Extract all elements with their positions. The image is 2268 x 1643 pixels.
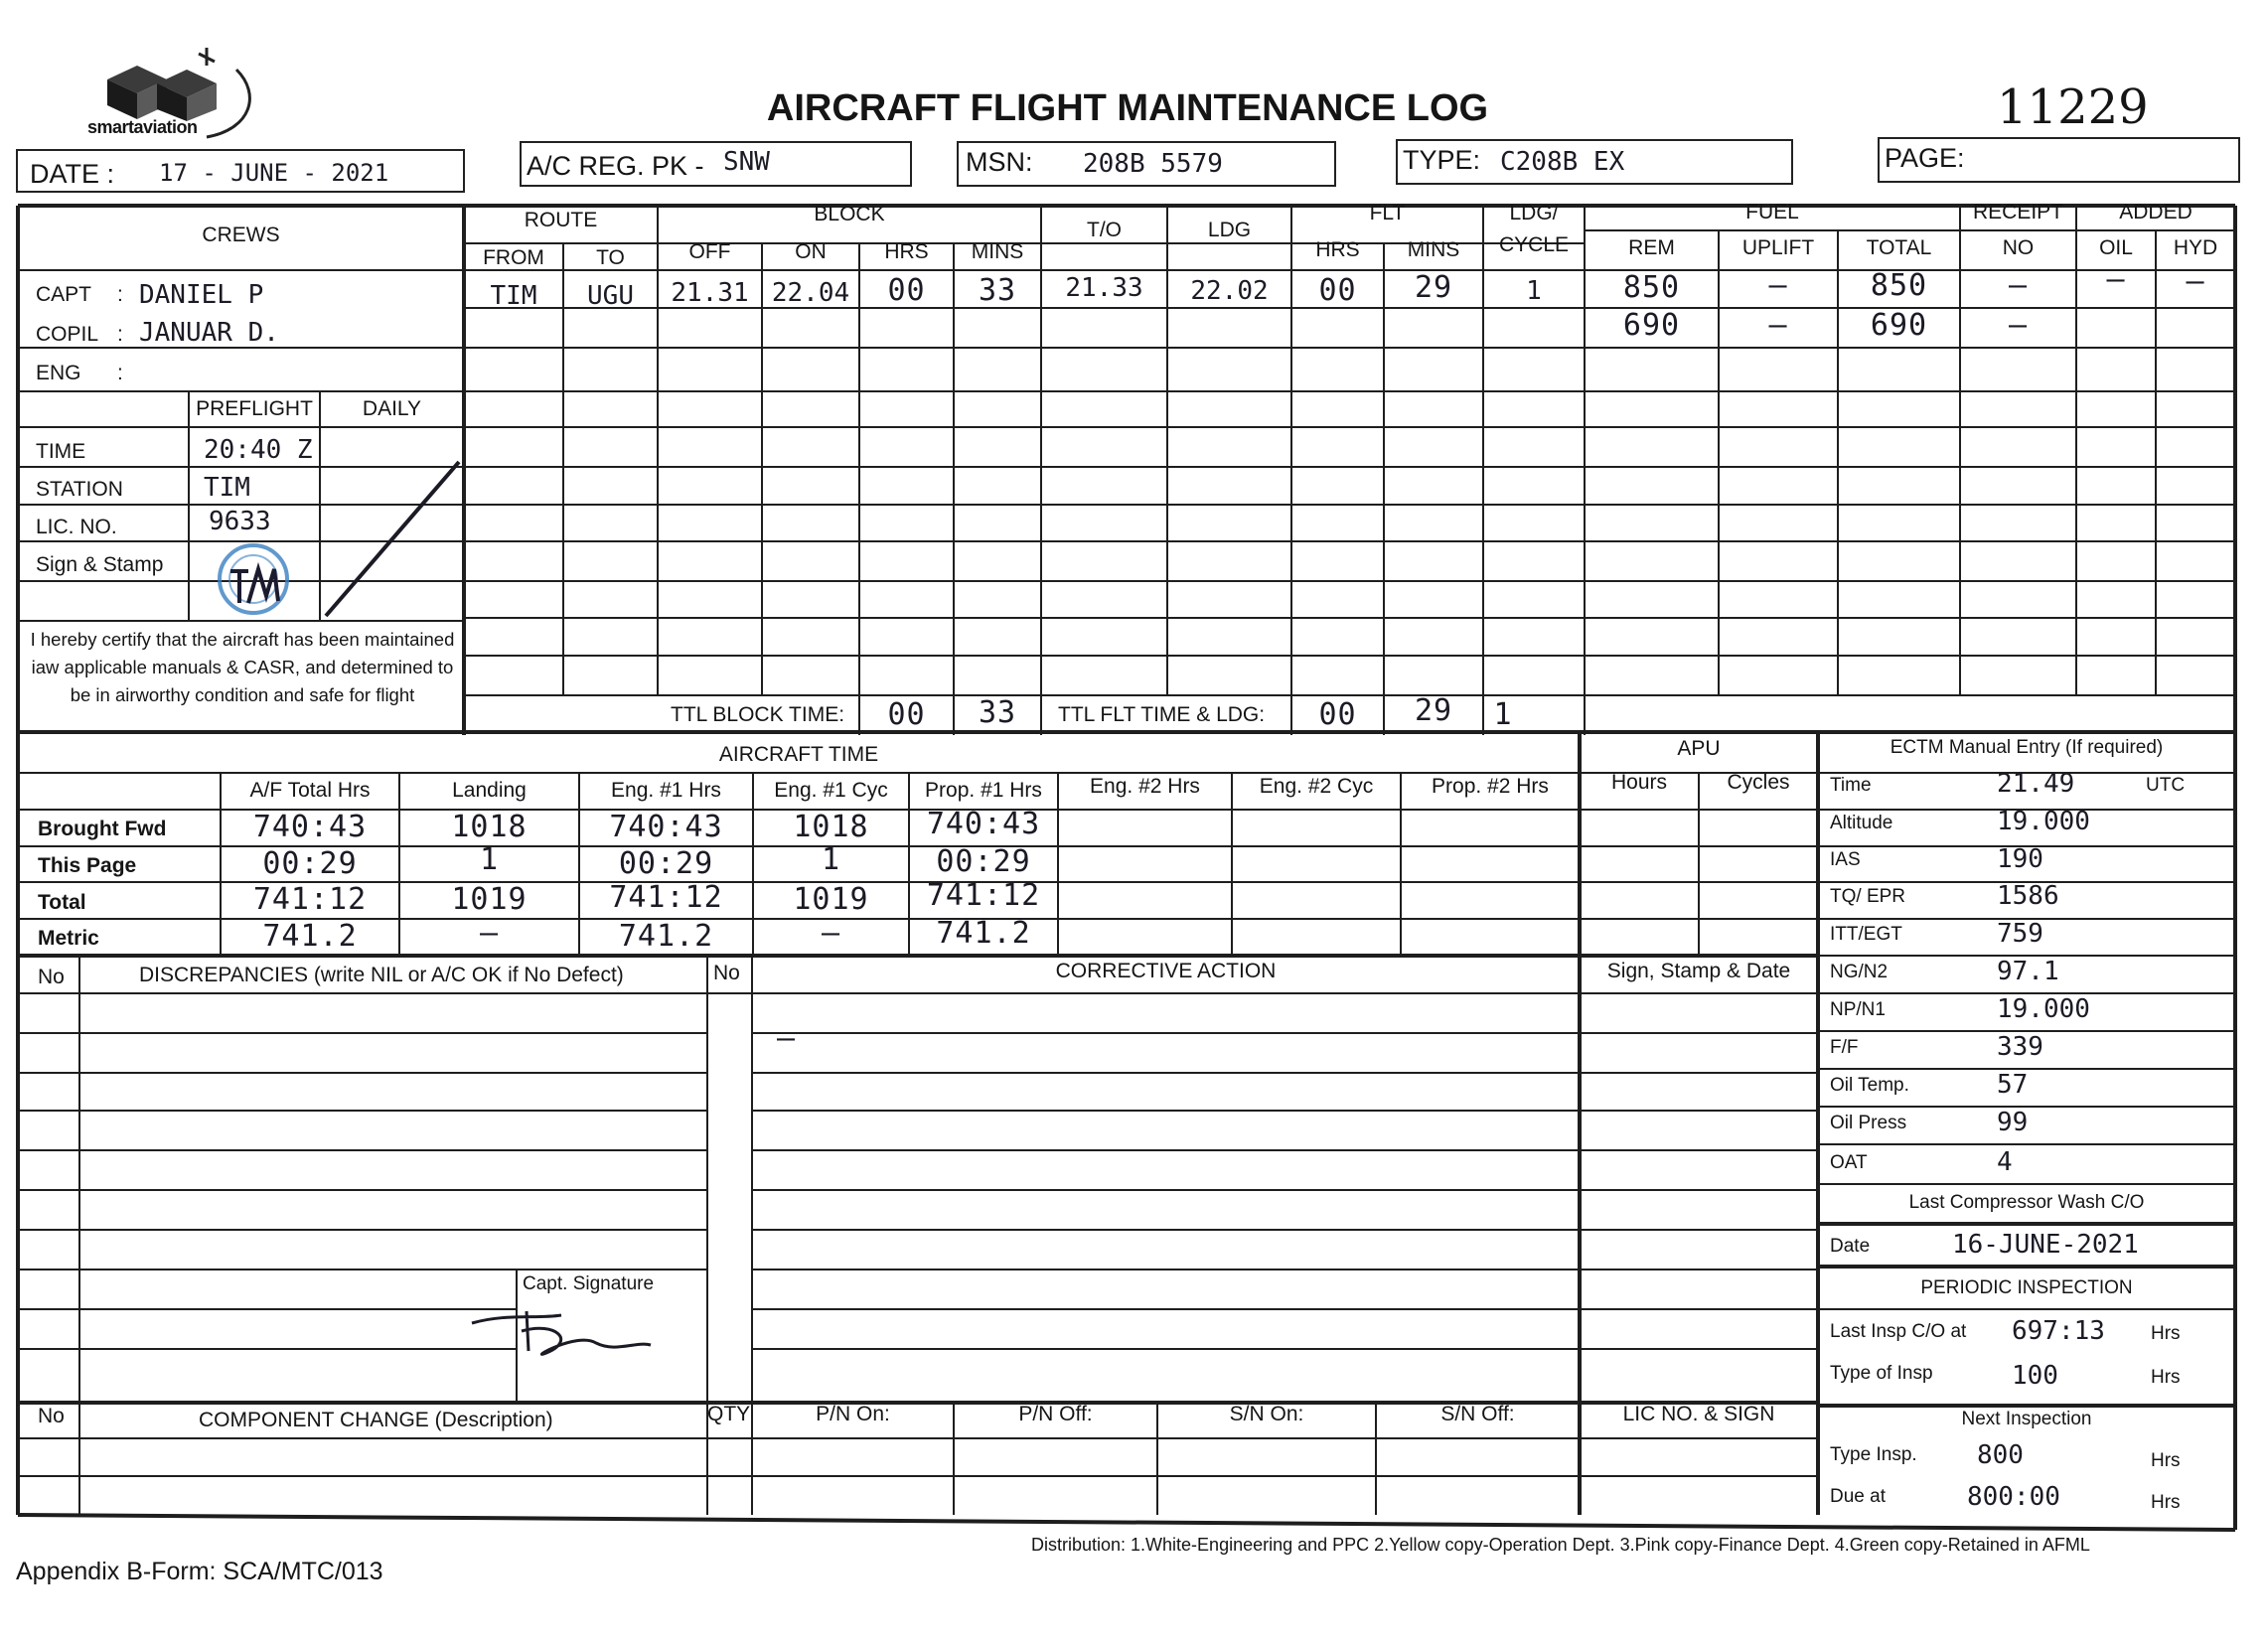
reg-value[interactable]: SNW	[723, 147, 770, 177]
date-value[interactable]: 17 - JUNE - 2021	[159, 159, 389, 187]
sn-on-header: S/N On:	[1229, 1403, 1304, 1425]
ectm-oat-value[interactable]: 4	[1997, 1147, 2013, 1177]
capt-signature	[467, 1301, 656, 1381]
tp-prop1-hrs[interactable]: 00:29	[936, 844, 1031, 879]
tot-af-total[interactable]: 741:12	[252, 882, 368, 917]
station-label: STATION	[36, 478, 123, 501]
disc-no-header: No	[38, 966, 65, 988]
ttl-block-label: TTL BLOCK TIME:	[671, 703, 845, 726]
tot-eng1-cyc[interactable]: 1019	[793, 882, 869, 917]
tp-eng1-hrs[interactable]: 00:29	[618, 846, 714, 881]
ectm-time-label: Time	[1830, 775, 1872, 796]
fuel-receipt[interactable]: –	[2008, 268, 2029, 303]
fuel-rem-row2[interactable]: 690	[1622, 308, 1681, 343]
appendix-label: Appendix B-Form: SCA/MTC/013	[16, 1558, 383, 1585]
bf-prop1-hrs[interactable]: 740:43	[926, 807, 1041, 841]
rem-header: REM	[1628, 236, 1675, 259]
reg-label: A/C REG. PK -	[527, 151, 704, 181]
col-af-total: A/F Total Hrs	[249, 779, 371, 802]
met-eng1-cyc[interactable]: —	[821, 916, 841, 951]
sn-off-header: S/N Off:	[1440, 1403, 1515, 1425]
ectm-oil-temp-label: Oil Temp.	[1830, 1075, 1909, 1096]
fuel-uplift-row2[interactable]: –	[1768, 308, 1788, 343]
tot-prop1-hrs[interactable]: 741:12	[926, 878, 1041, 913]
flight-from[interactable]: TIM	[490, 281, 537, 311]
next-type-hrs: Hrs	[2151, 1450, 2181, 1471]
eng-colon: :	[117, 362, 123, 384]
met-af-total[interactable]: 741.2	[262, 919, 358, 954]
ttl-flt-label: TTL FLT TIME & LDG:	[1058, 703, 1266, 726]
ectm-tq-value[interactable]: 1586	[1997, 881, 2059, 911]
total-header: TOTAL	[1866, 236, 1932, 259]
added-hyd[interactable]: —	[2186, 264, 2205, 299]
from-header: FROM	[483, 246, 544, 269]
met-landing[interactable]: —	[479, 916, 500, 951]
col-eng2-hrs: Eng. #2 Hrs	[1090, 775, 1200, 798]
ectm-altitude-value[interactable]: 19.000	[1997, 807, 2090, 836]
flt-header: FLT	[1369, 202, 1406, 224]
hrs-header: HRS	[884, 240, 929, 263]
wash-date-value[interactable]: 16-JUNE-2021	[1952, 1230, 2139, 1260]
ttl-flt-mins[interactable]: 29	[1414, 693, 1453, 728]
off-header: OFF	[688, 240, 731, 263]
flt-hrs-header: HRS	[1315, 238, 1360, 261]
sign-stamp-label: Sign & Stamp	[36, 553, 164, 576]
fuel-rem[interactable]: 850	[1622, 270, 1681, 305]
serial-number: 11229	[1997, 79, 2149, 135]
comp-no-header: No	[38, 1405, 65, 1427]
fuel-uplift[interactable]: –	[1768, 268, 1788, 303]
capt-colon: :	[117, 283, 123, 306]
capt-value[interactable]: DANIEL P	[139, 280, 264, 310]
comp-title: COMPONENT CHANGE (Description)	[199, 1409, 553, 1431]
pn-on-header: P/N On:	[816, 1403, 890, 1425]
sign-stamp-date-header: Sign, Stamp & Date	[1606, 960, 1791, 982]
ectm-ias-label: IAS	[1830, 849, 1861, 870]
bf-landing[interactable]: 1018	[451, 810, 528, 844]
row-total-label: Total	[38, 891, 86, 914]
due-label: Due at	[1830, 1486, 1886, 1507]
to-header: TO	[596, 246, 625, 269]
added-oil[interactable]: —	[2106, 262, 2126, 297]
col-eng2-cyc: Eng. #2 Cyc	[1259, 775, 1374, 798]
uplift-header: UPLIFT	[1741, 236, 1815, 259]
ectm-ias-value[interactable]: 190	[1997, 844, 2043, 874]
ttl-ldg[interactable]: 1	[1493, 697, 1513, 732]
flight-on[interactable]: 22.04	[771, 278, 850, 308]
ectm-itt-label: ITT/EGT	[1830, 924, 1902, 945]
comp-qty-header: QTY	[707, 1403, 751, 1425]
flight-block-mins[interactable]: 33	[978, 273, 1017, 308]
ldg-cycle-header-1: LDG/	[1509, 202, 1559, 224]
ectm-ff-label: F/F	[1830, 1037, 1859, 1058]
ectm-title: ECTM Manual Entry (If required)	[1890, 737, 2164, 758]
corr-no-header: No	[713, 962, 740, 984]
wash-title: Last Compressor Wash C/O	[1908, 1192, 2145, 1213]
fuel-receipt-row2[interactable]: –	[2008, 308, 2029, 343]
col-prop1-hrs: Prop. #1 Hrs	[925, 779, 1042, 802]
row-metric-label: Metric	[38, 927, 99, 950]
inspector-stamp	[209, 541, 298, 621]
due-hrs: Hrs	[2151, 1492, 2181, 1513]
ectm-oil-press-label: Oil Press	[1830, 1113, 1907, 1133]
row-this-page-label: This Page	[38, 854, 137, 877]
fuel-header: FUEL	[1745, 201, 1799, 224]
flight-ldg-time[interactable]: 22.02	[1190, 276, 1269, 306]
page-title: AIRCRAFT FLIGHT MAINTENANCE LOG	[766, 87, 1489, 129]
type-insp-hrs: Hrs	[2151, 1367, 2181, 1388]
flight-to-time[interactable]: 21.33	[1065, 273, 1143, 303]
ectm-itt-value[interactable]: 759	[1997, 919, 2043, 949]
copil-colon: :	[117, 323, 123, 346]
daily-strike	[320, 457, 464, 621]
ectm-ng-label: NG/N2	[1830, 962, 1889, 982]
bf-af-total[interactable]: 740:43	[252, 810, 368, 844]
daily-header: DAILY	[362, 397, 422, 420]
apu-title: APU	[1677, 737, 1721, 760]
ldg-header: LDG	[1207, 219, 1252, 241]
flight-to[interactable]: UGU	[587, 281, 634, 311]
preflight-header: PREFLIGHT	[196, 397, 313, 420]
ectm-np-value[interactable]: 19.000	[1997, 994, 2090, 1024]
col-eng1-cyc: Eng. #1 Cyc	[774, 779, 888, 802]
wash-date-label: Date	[1830, 1236, 1871, 1257]
ectm-oat-label: OAT	[1830, 1152, 1868, 1173]
added-header: ADDED	[2119, 201, 2192, 224]
corrective-dash[interactable]: —	[777, 1021, 797, 1056]
last-insp-value[interactable]: 697:13	[2012, 1316, 2105, 1346]
lic-sign-header: LIC NO. & SIGN	[1622, 1403, 1775, 1425]
corrective-title: CORRECTIVE ACTION	[1055, 960, 1277, 982]
ectm-ff-value[interactable]: 339	[1997, 1032, 2043, 1062]
pn-off-header: P/N Off:	[1018, 1403, 1093, 1425]
station-value[interactable]: TIM	[204, 473, 250, 503]
page-label: PAGE:	[1885, 143, 1965, 173]
next-type-label: Type Insp.	[1830, 1444, 1917, 1465]
brand-name: smartaviation	[87, 117, 198, 137]
met-prop1-hrs[interactable]: 741.2	[936, 916, 1031, 951]
ectm-oil-temp-value[interactable]: 57	[1997, 1070, 2029, 1100]
type-label: TYPE:	[1403, 145, 1481, 175]
ttl-flt-hrs[interactable]: 00	[1318, 697, 1357, 732]
time-label: TIME	[36, 440, 86, 463]
ectm-altitude-label: Altitude	[1830, 813, 1893, 833]
ldg-cycle-header-2: CYCLE	[1498, 233, 1570, 256]
lic-label: LIC. NO.	[36, 516, 117, 538]
copil-label: COPIL	[36, 323, 99, 346]
apu-cycles-header: Cycles	[1727, 771, 1790, 794]
ectm-time-unit: UTC	[2146, 775, 2186, 796]
distribution-note: Distribution: 1.White-Engineering and PPC 2.Yellow copy-Operation Dept. 3.Pink copy-Finance Dept. 4.Green copy-Retained in AFML	[1031, 1535, 2090, 1555]
tot-landing[interactable]: 1019	[451, 882, 528, 917]
last-insp-hrs: Hrs	[2151, 1323, 2181, 1344]
certify-text: I hereby certify that the aircraft has been maintained iaw applicable manuals & CASR, and determined to be in airworthy condition and safe for flight	[30, 629, 455, 705]
lic-value[interactable]: 9633	[209, 507, 271, 536]
apu-hours-header: Hours	[1610, 771, 1668, 794]
fuel-total-row2[interactable]: 690	[1870, 308, 1928, 343]
flight-flt-hrs[interactable]: 00	[1318, 273, 1357, 308]
bf-eng1-cyc[interactable]: 1018	[793, 810, 869, 844]
aircraft-time-title: AIRCRAFT TIME	[718, 743, 879, 766]
type-insp-value[interactable]: 100	[2012, 1361, 2058, 1391]
block-header: BLOCK	[814, 203, 885, 225]
tp-eng1-cyc[interactable]: 1	[821, 842, 841, 877]
col-landing: Landing	[452, 779, 527, 802]
crews-title: CREWS	[202, 224, 280, 246]
tp-landing[interactable]: 1	[479, 842, 500, 877]
row-brought-fwd-label: Brought Fwd	[38, 818, 167, 840]
msn-label: MSN:	[966, 147, 1033, 177]
bf-eng1-hrs[interactable]: 740:43	[609, 810, 723, 844]
on-header: ON	[795, 240, 827, 263]
eng-label: ENG	[36, 362, 81, 384]
copil-value[interactable]: JANUAR D.	[139, 318, 279, 348]
ectm-oil-press-value[interactable]: 99	[1997, 1108, 2029, 1137]
met-eng1-hrs[interactable]: 741.2	[618, 919, 714, 954]
tp-af-total[interactable]: 00:29	[262, 846, 358, 881]
receipt-header-1: RECEIPT	[1972, 201, 2063, 224]
ttl-block-mins[interactable]: 33	[978, 695, 1017, 730]
col-eng1-hrs: Eng. #1 Hrs	[611, 779, 721, 802]
flight-cycle[interactable]: 1	[1526, 276, 1542, 306]
disc-title: DISCREPANCIES (write NIL or A/C OK if No Defect)	[139, 964, 624, 986]
receipt-header-2: NO	[2002, 236, 2035, 259]
col-prop2-hrs: Prop. #2 Hrs	[1432, 775, 1549, 798]
flight-block-hrs[interactable]: 00	[887, 273, 926, 308]
last-insp-label: Last Insp C/O at	[1830, 1321, 1967, 1342]
ectm-ng-value[interactable]: 97.1	[1997, 957, 2059, 986]
ectm-time-value[interactable]: 21.49	[1997, 769, 2075, 799]
type-value[interactable]: C208B EX	[1500, 147, 1625, 177]
ttl-block-hrs[interactable]: 00	[887, 697, 926, 732]
route-header: ROUTE	[524, 209, 598, 231]
flight-flt-mins[interactable]: 29	[1414, 270, 1453, 305]
flt-mins-header: MINS	[1407, 238, 1460, 261]
fuel-total[interactable]: 850	[1870, 268, 1928, 303]
capt-label: CAPT	[36, 283, 92, 306]
oil-header: OIL	[2099, 236, 2133, 259]
type-insp-label: Type of Insp	[1830, 1363, 1933, 1384]
ectm-tq-label: TQ/ EPR	[1830, 886, 1906, 907]
capt-signature-label: Capt. Signature	[523, 1273, 655, 1294]
flight-off[interactable]: 21.31	[671, 278, 749, 308]
tot-eng1-hrs[interactable]: 741:12	[609, 880, 723, 915]
due-value[interactable]: 800:00	[1967, 1482, 2060, 1512]
next-type-value[interactable]: 800	[1977, 1440, 2024, 1470]
periodic-title: PERIODIC INSPECTION	[1920, 1277, 2133, 1298]
hyd-header: HYD	[2173, 236, 2218, 259]
date-label: DATE :	[30, 159, 115, 189]
to-time-header: T/O	[1087, 219, 1122, 241]
ectm-np-label: NP/N1	[1830, 999, 1886, 1020]
mins-header: MINS	[971, 240, 1024, 263]
next-inspection-title: Next Inspection	[1961, 1409, 2092, 1429]
time-value[interactable]: 20:40 Z	[204, 435, 313, 465]
msn-value[interactable]: 208B 5579	[1083, 149, 1223, 179]
